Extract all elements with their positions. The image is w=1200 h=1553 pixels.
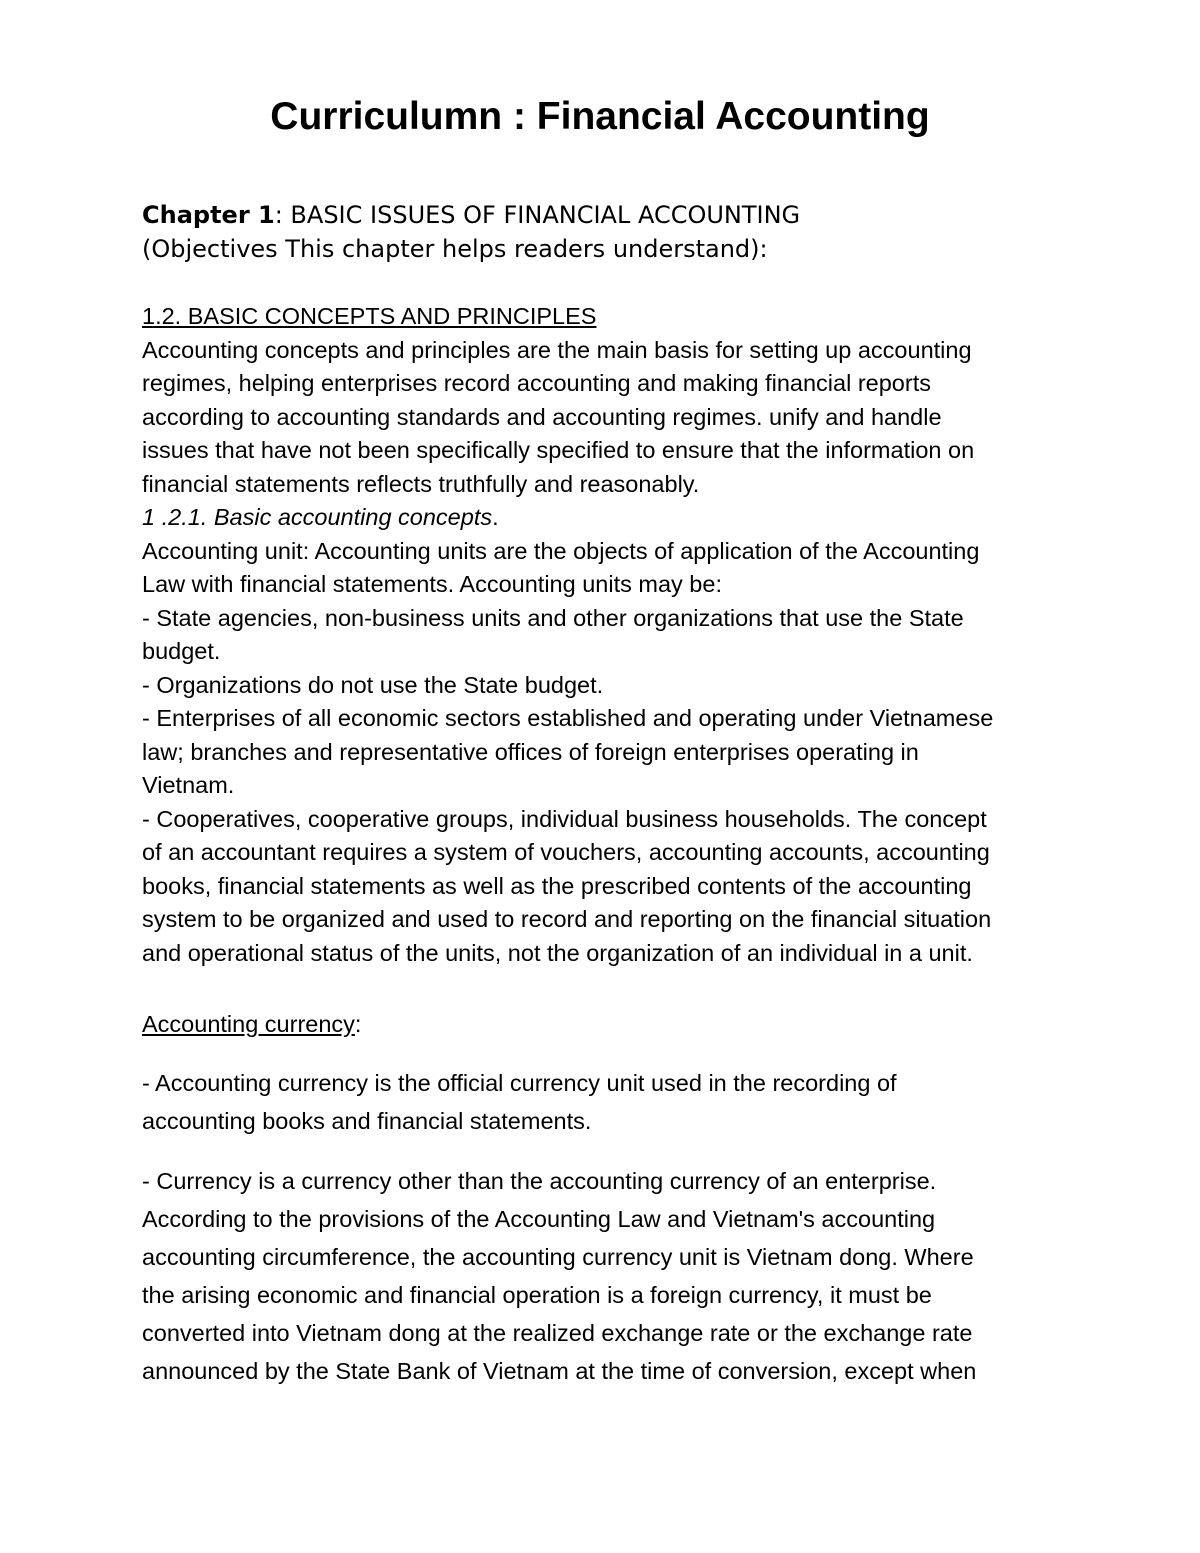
unit-line: of an accountant requires a system of vouchers, accounting accounts, accounting bbox=[142, 839, 990, 865]
intro-line: financial statements reflects truthfully and reasonably. bbox=[142, 470, 700, 497]
currency-line: According to the provisions of the Accounting Law and Vietnam's accounting bbox=[142, 1205, 936, 1232]
chapter-number: Chapter 1 bbox=[142, 201, 275, 229]
chapter-heading bbox=[142, 198, 1102, 266]
unit-line: - Organizations do not use the State budget. bbox=[142, 671, 604, 698]
currency-line: announced by the State Bank of Vietnam at the time of conversion, except when bbox=[142, 1357, 977, 1384]
section-heading: 1.2. BASIC CONCEPTS AND PRINCIPLES bbox=[142, 303, 597, 329]
intro-line: issues that have not been specifically specified to ensure that the information on bbox=[142, 437, 975, 463]
currency-heading-suffix: : bbox=[354, 1011, 362, 1037]
intro-line: Accounting concepts and principles are the main basis for setting up accounting bbox=[142, 336, 972, 363]
currency-line: accounting circumference, the accounting currency unit is Vietnam dong. Where bbox=[142, 1243, 974, 1270]
unit-line: Law with financial statements. Accounting units may be: bbox=[142, 571, 722, 597]
currency-paragraph-2 bbox=[142, 1162, 1072, 1390]
currency-line: accounting books and financial statements. bbox=[142, 1107, 592, 1134]
document-body bbox=[142, 300, 1072, 1390]
currency-line: the arising economic and financial operation is a foreign currency, it must be bbox=[142, 1281, 932, 1308]
currency-paragraph-1 bbox=[142, 1064, 1072, 1140]
chapter-title-line bbox=[142, 198, 1102, 232]
unit-line: law; branches and representative offices of foreign enterprises operating in bbox=[142, 738, 919, 765]
unit-line: budget. bbox=[142, 638, 221, 664]
currency-line: - Currency is a currency other than the accounting currency of an enterprise. bbox=[142, 1167, 937, 1194]
currency-line: - Accounting currency is the official currency unit used in the recording of bbox=[142, 1069, 897, 1096]
unit-line: - State agencies, non-business units and other organizations that use the State bbox=[142, 604, 964, 631]
subsection-heading bbox=[142, 501, 1072, 535]
document-title: Curriculumn : Financial Accounting bbox=[270, 95, 930, 138]
unit-line: - Enterprises of all economic sectors established and operating under Vietnamese bbox=[142, 705, 994, 731]
subsection-title: 1 .2.1. Basic accounting concepts bbox=[142, 504, 493, 530]
chapter-objectives: (Objectives This chapter helps readers understand): bbox=[142, 235, 768, 263]
subsection-suffix: . bbox=[492, 504, 499, 530]
paragraph-spacer bbox=[142, 1140, 1072, 1162]
paragraph-spacer bbox=[142, 1042, 1072, 1064]
unit-line: - Cooperatives, cooperative groups, individual business households. The concept bbox=[142, 805, 987, 832]
paragraph-spacer bbox=[142, 970, 1072, 1008]
currency-line: converted into Vietnam dong at the realized exchange rate or the exchange rate bbox=[142, 1319, 973, 1346]
unit-line: books, financial statements as well as the prescribed contents of the accounting bbox=[142, 872, 972, 899]
unit-line: Accounting unit: Accounting units are the objects of application of the Accounting bbox=[142, 537, 980, 564]
currency-heading-text: Accounting currency bbox=[142, 1011, 355, 1037]
unit-line: and operational status of the units, not the organization of an individual in a unit. bbox=[142, 939, 973, 966]
unit-line: system to be organized and used to record and reporting on the financial situation bbox=[142, 906, 992, 932]
chapter-title: : BASIC ISSUES OF FINANCIAL ACCOUNTING bbox=[274, 201, 801, 229]
unit-line: Vietnam. bbox=[142, 772, 235, 798]
intro-line: according to accounting standards and accounting regimes. unify and handle bbox=[142, 403, 942, 430]
intro-line: regimes, helping enterprises record accounting and making financial reports bbox=[142, 370, 931, 396]
currency-heading bbox=[142, 1008, 1072, 1042]
